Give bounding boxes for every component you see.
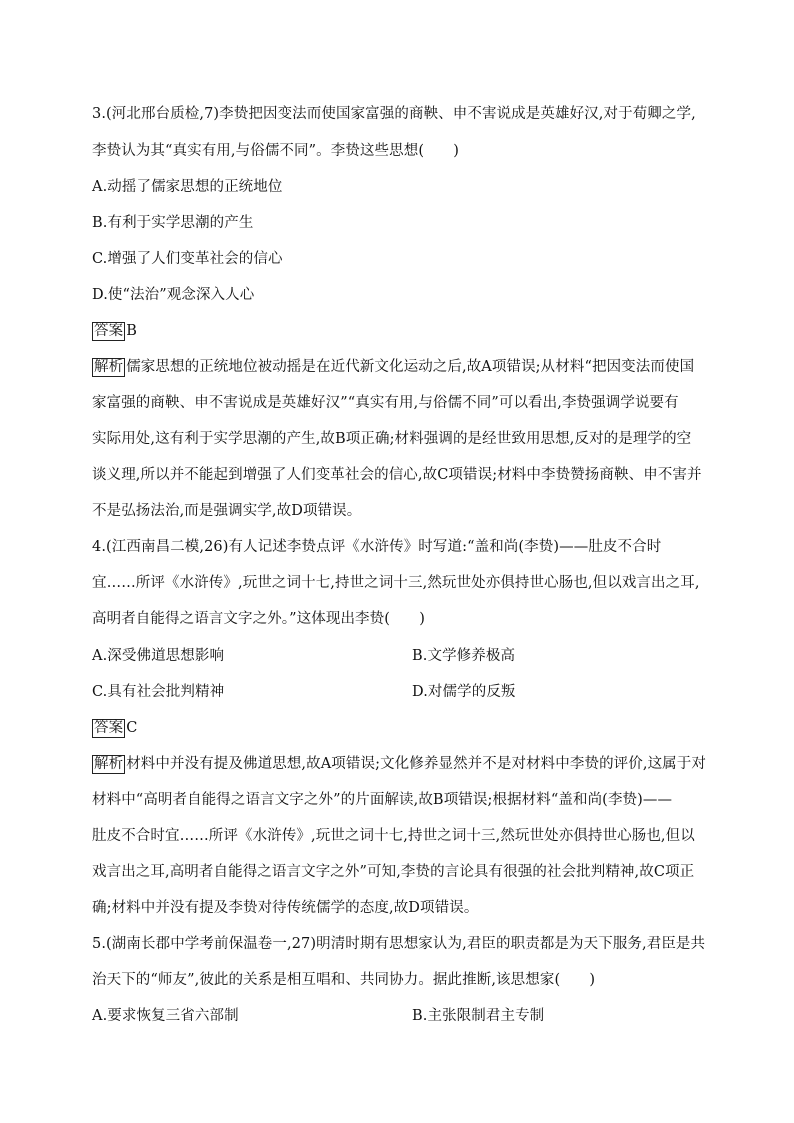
question-4-answer (92, 718, 137, 738)
answer-value: B (126, 323, 137, 339)
question-4-option-d: D.对儒学的反叛 (412, 684, 516, 700)
question-3-analysis-line-3: 实际用处,这有利于实学思潮的产生,故B项正确;材料强调的是经世致用思想,反对的是理学的空 (92, 431, 692, 447)
question-4-option-a: A.深受佛道思想影响 (92, 648, 225, 664)
question-4-stem-line-2: 宜……所评《水浒传》,玩世之词十七,持世之词十三,然玩世处亦俱持世心肠也,但以戏言出之耳, (92, 575, 700, 591)
analysis-text: 材料中并没有提及佛道思想,故A项错误;文化修养显然并不是对材料中李贽的评价,这属于对 (126, 756, 706, 772)
question-5-stem-line-2: 治天下的“师友”,彼此的关系是相互唱和、共同协力。据此推断,该思想家( ) (92, 972, 596, 988)
question-4-options-row-2 (92, 682, 692, 702)
question-3-option-a: A.动摇了儒家思想的正统地位 (92, 179, 283, 195)
question-3-answer (92, 321, 137, 341)
question-4-analysis-line-1 (92, 754, 706, 774)
question-3-analysis-line-1 (92, 357, 694, 377)
question-4-option-c: C.具有社会批判精神 (92, 684, 225, 700)
answer-value: C (126, 720, 138, 736)
question-4-options-row-1 (92, 646, 692, 666)
question-3-option-d: D.使“法治”观念深入人心 (92, 287, 255, 303)
analysis-label-box: 解析 (94, 359, 124, 375)
question-5-option-a: A.要求恢复三省六部制 (92, 1008, 239, 1024)
question-5-stem-line-1: 5.(湖南长郡中学考前保温卷一,27)明清时期有思想家认为,君臣的职责都是为天下服务,君臣是共 (92, 936, 706, 952)
analysis-text: 儒家思想的正统地位被动摇是在近代新文化运动之后,故A项错误;从材料“把因变法而使国 (126, 359, 695, 375)
question-3-analysis-line-2: 家富强的商鞅、申不害说成是英雄好汉”“真实有用,与俗儒不同”可以看出,李贽强调学说要有 (92, 395, 679, 411)
question-4-analysis-line-4: 戏言出之耳,高明者自能得之语言文字之外”可知,李贽的言论具有很强的社会批判精神,故C项正 (92, 864, 695, 880)
analysis-label-box: 解析 (94, 756, 124, 772)
question-5-option-b: B.主张限制君主专制 (412, 1008, 545, 1024)
answer-label-box: 答案 (94, 720, 124, 736)
question-4-analysis-line-3: 肚皮不合时宜……所评《水浒传》,玩世之词十七,持世之词十三,然玩世处亦俱持世心肠也,但以 (92, 828, 695, 844)
question-5-options-row-1 (92, 1006, 692, 1026)
question-3-stem-line-1: 3.(河北邢台质检,7)李贽把因变法而使国家富强的商鞅、申不害说成是英雄好汉,对于荀卿之学, (92, 106, 696, 122)
question-3-option-c: C.增强了人们变革社会的信心 (92, 251, 283, 267)
question-4-analysis-line-2: 材料中“高明者自能得之语言文字之外”的片面解读,故B项错误;根据材料“盖和尚(李贽)—— (92, 792, 673, 808)
question-3-analysis-line-4: 谈义理,所以并不能起到增强了人们变革社会的信心,故C项错误;材料中李贽赞扬商鞅、申不害并 (92, 467, 702, 483)
question-3-stem-line-2: 李贽认为其“真实有用,与俗儒不同”。李贽这些思想( ) (92, 143, 460, 159)
question-3-analysis-line-5: 不是弘扬法治,而是强调实学,故D项错误。 (92, 503, 362, 519)
question-4-stem-line-3: 高明者自能得之语言文字之外。”这体现出李贽( ) (92, 611, 425, 627)
question-4-option-b: B.文学修养极高 (412, 648, 516, 664)
answer-label-box: 答案 (94, 323, 124, 339)
question-4-analysis-line-5: 确;材料中并没有提及李贽对待传统儒学的态度,故D项错误。 (92, 900, 479, 916)
question-3-option-b: B.有利于实学思潮的产生 (92, 215, 254, 231)
question-4-stem-line-1: 4.(江西南昌二模,26)有人记述李贽点评《水浒传》时写道:“盖和尚(李贽)——肚皮不合时 (92, 539, 662, 555)
